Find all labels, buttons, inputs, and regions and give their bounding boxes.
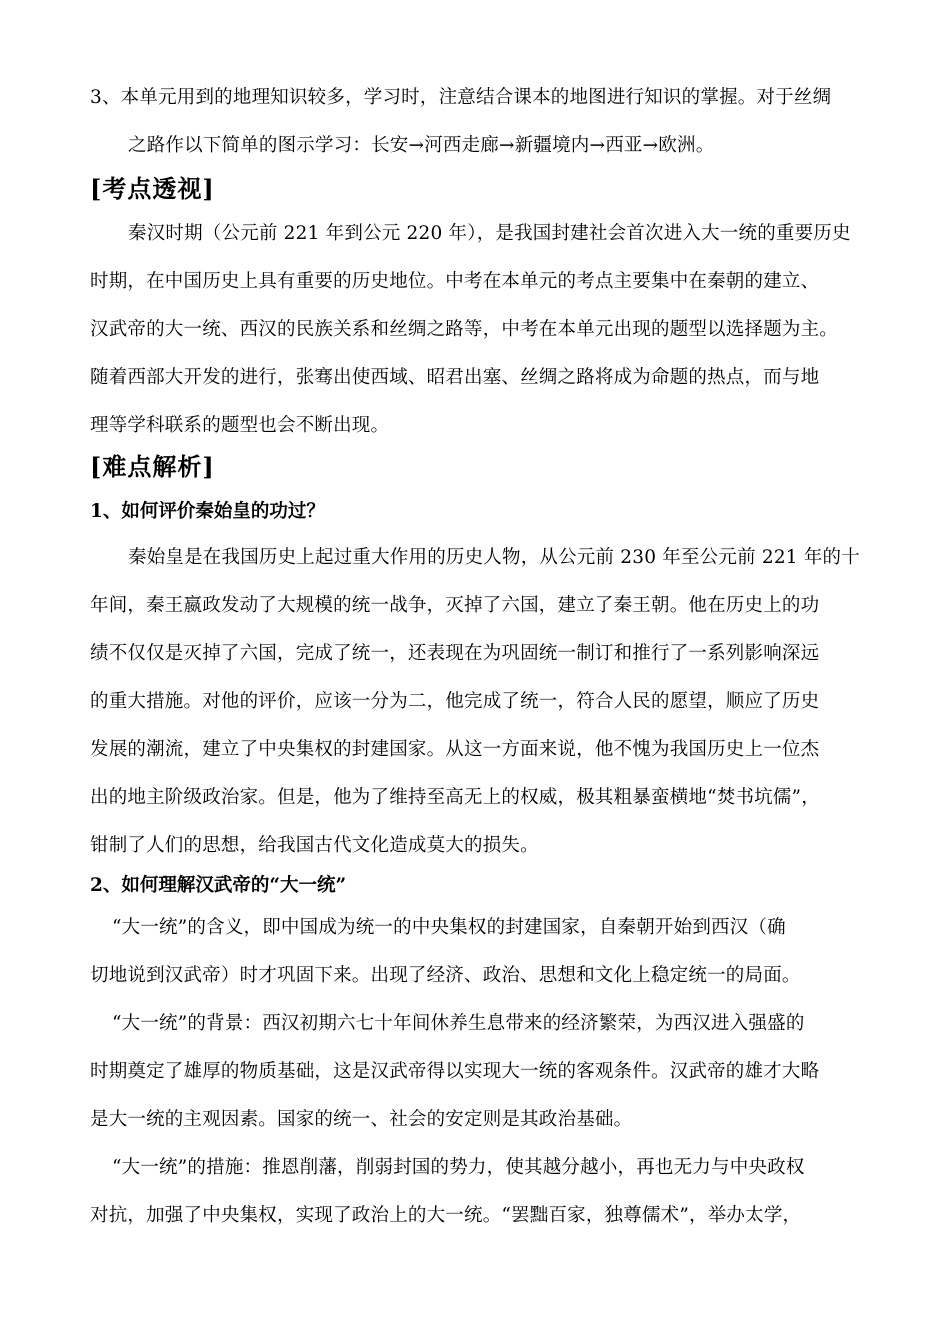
intro-line-2: 之路作以下简单的图示学习：长安→河西走廊→新疆境内→西亚→欧洲。 — [128, 135, 715, 156]
q1-paragraph-line: 的重大措施。对他的评价，应该一分为二，他完成了统一，符合人民的愿望，顺应了历史 — [90, 691, 820, 712]
section-title-kaodian: [考点透视] — [90, 174, 215, 203]
section-title-nandian: [难点解析] — [90, 452, 215, 481]
q1-paragraph-line: 钳制了人们的思想，给我国古代文化造成莫大的损失。 — [90, 835, 539, 856]
q1-paragraph-line: 出的地主阶级政治家。但是，他为了维持至高无上的权威，极其粗暴蛮横地“焚书坑儒”， — [90, 787, 820, 808]
kaodian-paragraph-line: 随着西部大开发的进行，张骞出使西域、昭君出塞、丝绸之路将成为命题的热点，而与地 — [90, 367, 820, 388]
q2-paragraph-line: 时期奠定了雄厚的物质基础，这是汉武帝得以实现大一统的客观条件。汉武帝的雄才大略 — [90, 1061, 820, 1082]
kaodian-paragraph-line: 汉武帝的大一统、西汉的民族关系和丝绸之路等，中考在本单元出现的题型以选择题为主。 — [90, 319, 839, 340]
q2-paragraph-line: 是大一统的主观因素。国家的统一、社会的安定则是其政治基础。 — [90, 1109, 633, 1130]
q1-paragraph-line: 发展的潮流，建立了中央集权的封建国家。从这一方面来说，他不愧为我国历史上一位杰 — [90, 739, 820, 760]
q2-paragraph-line: “大一统”的背景：西汉初期六七十年间休养生息带来的经济繁荣，为西汉进入强盛的 — [112, 1013, 805, 1034]
kaodian-paragraph-line: 秦汉时期（公元前 221 年到公元 220 年），是我国封建社会首次进入大一统的重要历史 — [128, 223, 851, 244]
intro-line-1: 3、本单元用到的地理知识较多，学习时，注意结合课本的地图进行知识的掌握。对于丝绸 — [90, 87, 832, 108]
q2-paragraph-line: 对抗，加强了中央集权，实现了政治上的大一统。“罢黜百家，独尊儒术”，举办太学， — [90, 1205, 802, 1226]
kaodian-paragraph-line: 时期，在中国历史上具有重要的历史地位。中考在本单元的考点主要集中在秦朝的建立、 — [90, 271, 820, 292]
kaodian-paragraph-line: 理等学科联系的题型也会不断出现。 — [90, 415, 390, 436]
q1-paragraph-line: 秦始皇是在我国历史上起过重大作用的历史人物，从公元前 230 年至公元前 221 年的十 — [128, 547, 860, 568]
question-2-title: 2、如何理解汉武帝的“大一统” — [90, 875, 347, 896]
q2-paragraph-line: 切地说到汉武帝）时才巩固下来。出现了经济、政治、思想和文化上稳定统一的局面。 — [90, 965, 801, 986]
q2-paragraph-line: “大一统”的措施：推恩削藩，削弱封国的势力，使其越分越小，再也无力与中央政权 — [112, 1157, 805, 1178]
q1-paragraph-line: 绩不仅仅是灭掉了六国，完成了统一，还表现在为巩固统一制订和推行了一系列影响深远 — [90, 643, 820, 664]
question-1-title: 1、如何评价秦始皇的功过？ — [90, 501, 325, 522]
q2-paragraph-line: “大一统”的含义，即中国成为统一的中央集权的封建国家，自秦朝开始到西汉（确 — [112, 917, 786, 938]
q1-paragraph-line: 年间，秦王嬴政发动了大规模的统一战争，灭掉了六国，建立了秦王朝。他在历史上的功 — [90, 595, 820, 616]
